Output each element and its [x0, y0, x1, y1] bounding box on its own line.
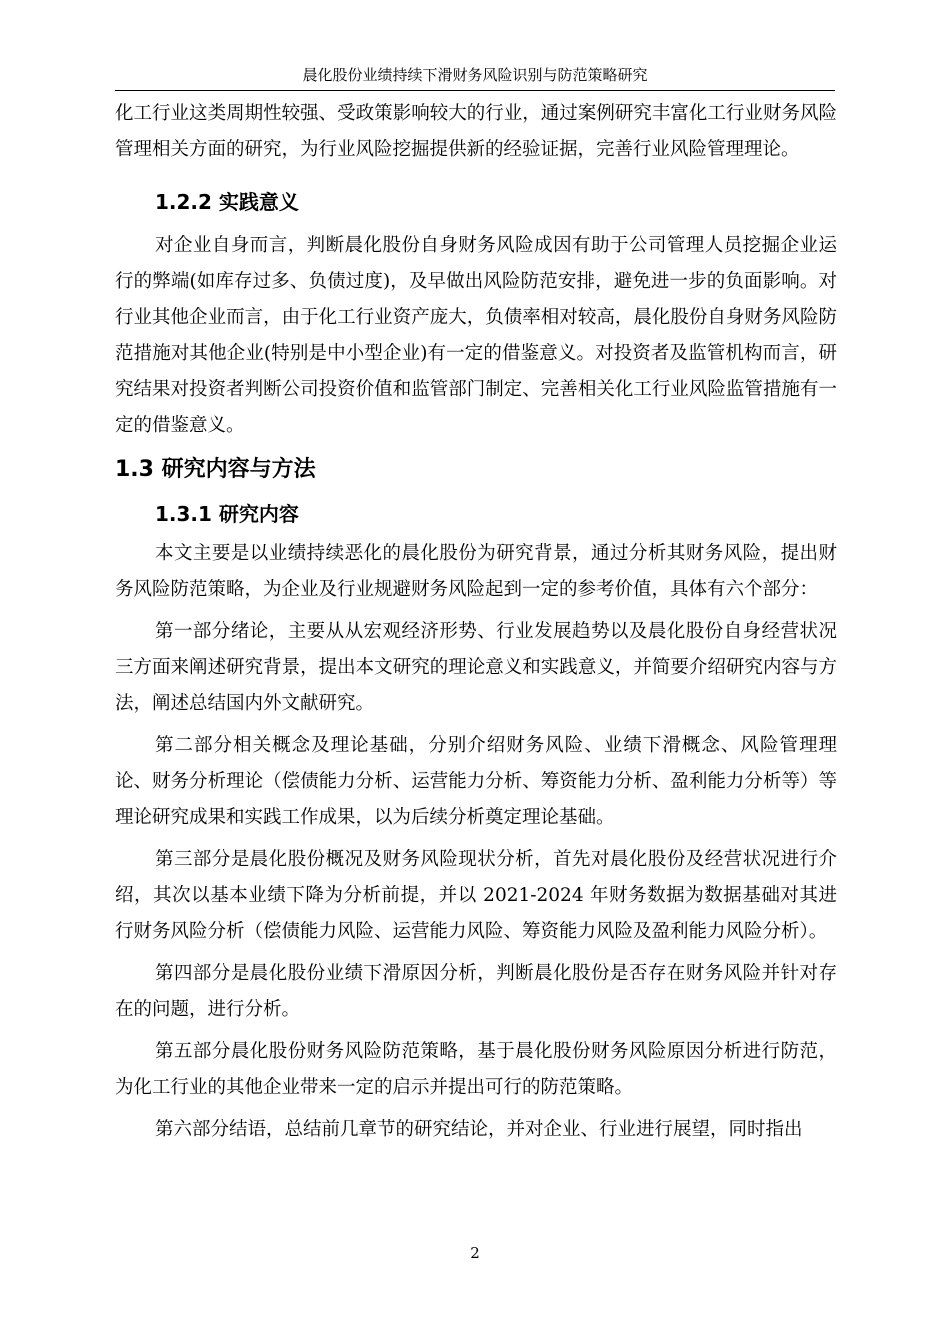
heading-1-3: 1.3 研究内容与方法: [115, 457, 316, 482]
paragraph-practical-significance: 对企业自身而言，判断晨化股份自身财务风险成因有助于公司管理人员挖掘企业运行的弊端(如库存过多、负债过度)，及早做出风险防范安排，避免进一步的负面影响。对行业其他企业而言，由于化工行业资产庞大，负债率相对较高，晨化股份自身财务风险防范措施对其他企业(特别是中小型企业)有一定的借鉴意义。对投资者及监管机构而言，研究结果对投资者判断公司投资价值和监管部门制定、完善相关化工行业风险监管措施有一定的借鉴意义。: [115, 235, 837, 436]
paragraph-part-one: 第一部分绪论，主要从从宏观经济形势、行业发展趋势以及晨化股份自身经营状况三方面来阐述研究背景，提出本文研究的理论意义和实践意义，并简要介绍研究内容与方法，阐述总结国内外文献研究。: [115, 621, 837, 714]
running-header-title: 晨化股份业绩持续下滑财务风险识别与防范策略研究: [302, 66, 648, 84]
running-header: [115, 60, 835, 91]
heading-1-3-1: 1.3.1 研究内容: [155, 502, 299, 526]
page-number: 2: [470, 1244, 480, 1262]
paragraph-part-five: 第五部分晨化股份财务风险防范策略，基于晨化股份财务风险原因分析进行防范，为化工行业的其他企业带来一定的启示并提出可行的防范策略。: [115, 1041, 837, 1098]
paragraph-research-content-intro: 本文主要是以业绩持续恶化的晨化股份为研究背景，通过分析其财务风险，提出财务风险防范策略，为企业及行业规避财务风险起到一定的参考价值，具体有六个部分：: [115, 543, 837, 600]
paragraph-part-two: 第二部分相关概念及理论基础，分别介绍财务风险、业绩下滑概念、风险管理理论、财务分析理论（偿债能力分析、运营能力分析、筹资能力分析、盈利能力分析等）等理论研究成果和实践工作成果，以为后续分析奠定理论基础。: [115, 735, 837, 828]
paragraph-part-three: 第三部分是晨化股份概况及财务风险现状分析，首先对晨化股份及经营状况进行介绍，其次以基本业绩下降为分析前提，并以 2021-2024 年财务数据为数据基础对其进行财务风险分析（偿债能力风险、运营能力风险、筹资能力风险及盈利能力风险分析）。: [115, 849, 837, 942]
paragraph-continued: 化工行业这类周期性较强、受政策影响较大的行业，通过案例研究丰富化工行业财务风险管理相关方面的研究，为行业风险挖掘提供新的经验证据，完善行业风险管理理论。: [115, 103, 837, 160]
paragraph-part-four: 第四部分是晨化股份业绩下滑原因分析，判断晨化股份是否存在财务风险并针对存在的问题，进行分析。: [115, 963, 837, 1020]
page-body: [115, 96, 837, 1148]
heading-1-2-2: 1.2.2 实践意义: [155, 190, 299, 214]
paragraph-part-six: 第六部分结语，总结前几章节的研究结论，并对企业、行业进行展望，同时指出: [155, 1119, 803, 1140]
